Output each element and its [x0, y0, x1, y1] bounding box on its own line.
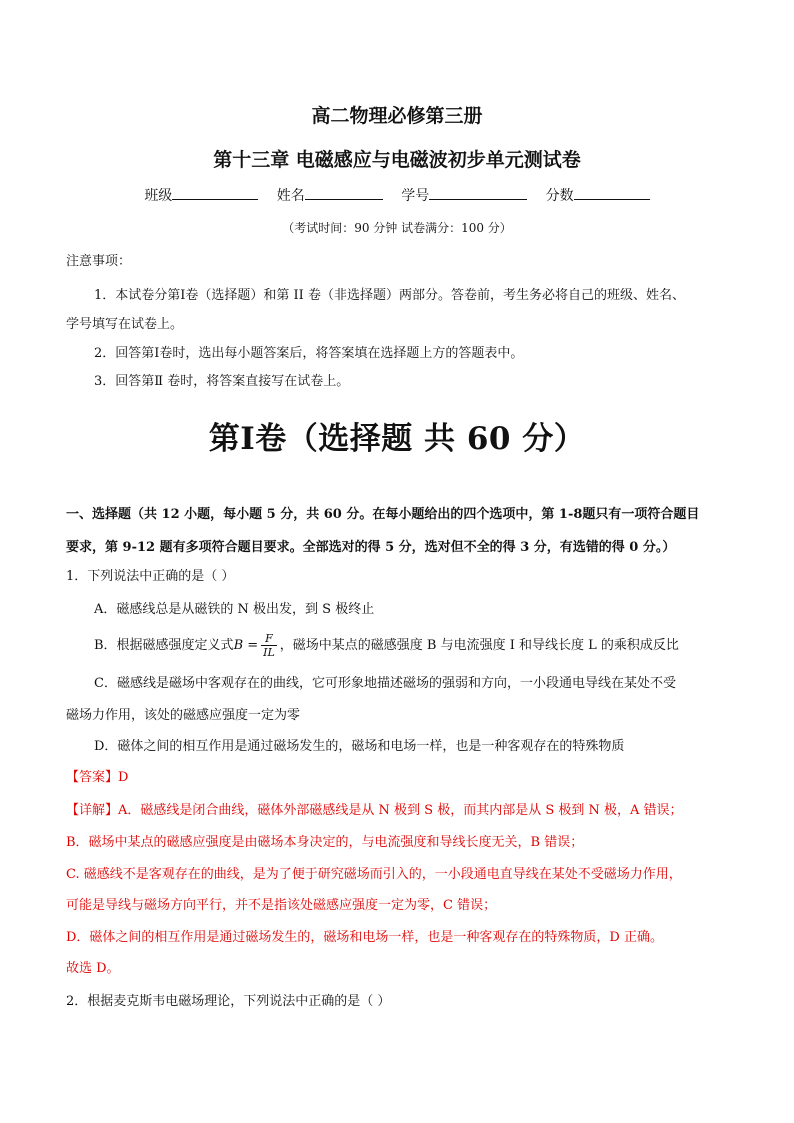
note-item-2: 2．回答第Ⅰ卷时，选出每小题答案后，将答案填在选择题上方的答题表中。 [94, 346, 524, 361]
note-item-1: 1．本试卷分第Ⅰ卷（选择题）和第 II 卷（非选择题）两部分。答卷前，考生务必将自己的班级、姓名、 [94, 288, 685, 303]
formula-fraction [261, 632, 277, 659]
q1-explanation-2: B．磁场中某点的磁感应强度是由磁场本身决定的，与电流强度和导线长度无关，B 错误； [66, 835, 584, 850]
formula-numerator: F [261, 632, 277, 646]
chapter-title: 第十三章 电磁感应与电磁波初步单元测试卷 [213, 149, 581, 171]
score-label: 分数 [545, 188, 574, 204]
q2-stem: 2．根据麦克斯韦电磁场理论，下列说法中正确的是（ ） [66, 994, 391, 1009]
class-label: 班级 [144, 188, 173, 204]
name-label: 姓名 [276, 188, 305, 204]
note-item-1-cont: 学号填写在试卷上。 [66, 317, 184, 332]
q1-explanation-5: D．磁体之间的相互作用是通过磁场发生的，磁场和电场一样，也是一种客观存在的特殊物质，D 正确。 [66, 930, 663, 945]
q1-explanation-6: 故选 D。 [66, 961, 120, 976]
q1-option-b-prefix: B．根据磁感强度定义式 [94, 638, 234, 653]
q1-explanation-3: C. 磁感线不是客观存在的曲线，是为了便于研究磁场而引入的，一小段通电直导线在某处不受磁场力作用， [66, 867, 682, 882]
q1-stem: 1．下列说法中正确的是（ ） [66, 569, 235, 584]
book-title: 高二物理必修第三册 [311, 105, 483, 127]
class-blank[interactable] [172, 185, 258, 200]
notes-title: 注意事项： [66, 254, 132, 269]
q1-option-c-line2: 磁场力作用，该处的磁感应强度一定为零 [66, 708, 301, 723]
id-label: 学号 [401, 188, 430, 204]
part1-title: 第Ⅰ卷（选择题 共 60 分） [208, 421, 586, 457]
q1-option-b-suffix: ，磁场中某点的磁感强度 B 与电流强度 I 和导线长度 L 的乘积成反比 [279, 638, 679, 653]
section1-line1: 一、选择题（共 12 小题，每小题 5 分，共 60 分。在每小题给出的四个选项中，第 1-8题只有一项符合题目 [66, 507, 700, 522]
name-blank[interactable] [305, 185, 383, 200]
q1-option-b [94, 632, 679, 659]
section1-line2: 要求，第 9-12 题有多项符合题目要求。全部选对的得 5 分，选对但不全的得 3 分，有选错的得 0 分。） [66, 540, 676, 555]
note-item-3: 3．回答第Ⅱ 卷时，将答案直接写在试卷上。 [94, 374, 350, 389]
q1-answer: 【答案】D [66, 770, 129, 785]
score-blank[interactable] [574, 185, 650, 200]
q1-option-d: D．磁体之间的相互作用是通过磁场发生的，磁场和电场一样，也是一种客观存在的特殊物质 [94, 739, 625, 754]
q1-explanation-4: 可能是导线与磁场方向平行，并不是指该处磁感应强度一定为零，C 错误； [66, 898, 497, 913]
q1-explanation-1: 【详解】A．磁感线是闭合曲线，磁体外部磁感线是从 N 极到 S 极，而其内部是从 S 极到 N 极，A 错误； [66, 803, 683, 818]
formula-denominator: IL [263, 646, 275, 659]
formula-lhs: B = [233, 638, 259, 653]
student-info-fields [0, 185, 794, 205]
id-blank[interactable] [429, 185, 527, 200]
exam-info: （考试时间：90 分钟 试卷满分：100 分） [282, 221, 512, 235]
q1-option-c-line1: C．磁感线是磁场中客观存在的曲线，它可形象地描述磁场的强弱和方向，一小段通电导线在某处不受 [94, 676, 676, 691]
q1-option-a: A．磁感线总是从磁铁的 N 极出发，到 S 极终止 [94, 602, 375, 617]
